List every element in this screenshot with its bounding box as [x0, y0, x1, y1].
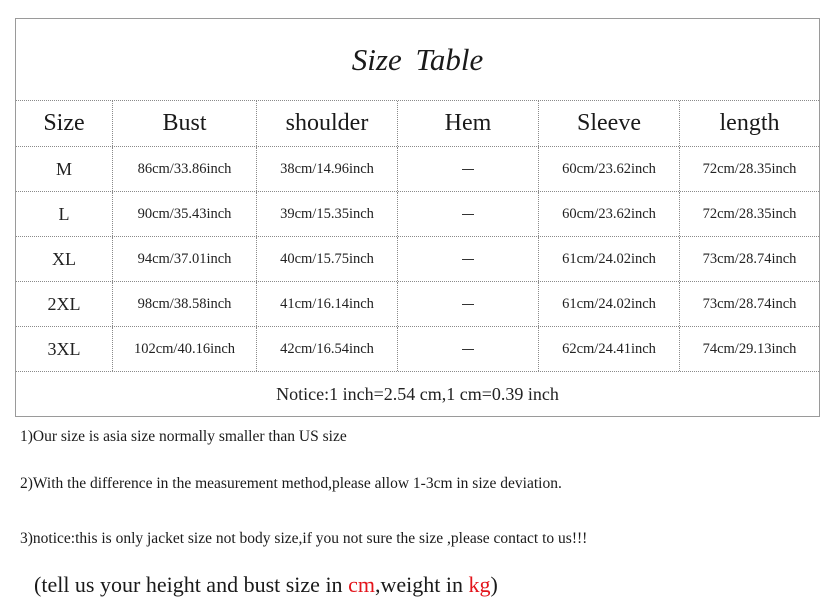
hem-cell [398, 192, 539, 236]
bust-cell: 86cm/33.86inch [113, 147, 257, 191]
measurement-tip [34, 572, 498, 598]
sleeve-cell: 61cm/24.02inch [539, 237, 680, 281]
size-table [15, 18, 820, 417]
dash-mark [462, 214, 474, 215]
length-cell: 73cm/28.74inch [702, 250, 797, 267]
hem-cell [398, 237, 539, 281]
table-row [16, 327, 819, 372]
bust-cell: 98cm/38.58inch [113, 282, 257, 326]
notice-row [16, 372, 819, 417]
tip-unit-cm: cm [348, 572, 375, 597]
length-cell: 72cm/28.35inch [702, 160, 797, 177]
shoulder-cell: 42cm/16.54inch [257, 327, 398, 371]
note-1: 1)Our size is asia size normally smaller than US size [20, 428, 347, 445]
hem-cell [398, 327, 539, 371]
table-header-row [16, 101, 819, 147]
length-cell: 73cm/28.74inch [702, 295, 797, 312]
bust-cell: 94cm/37.01inch [113, 237, 257, 281]
header-hem: Hem [398, 101, 539, 146]
sleeve-cell: 62cm/24.41inch [539, 327, 680, 371]
length-cell: 72cm/28.35inch [702, 205, 797, 222]
size-cell: 3XL [16, 327, 113, 371]
size-cell: 2XL [16, 282, 113, 326]
sleeve-cell: 61cm/24.02inch [539, 282, 680, 326]
shoulder-cell: 38cm/14.96inch [257, 147, 398, 191]
tip-text-2: ,weight in [374, 572, 469, 597]
shoulder-cell: 41cm/16.14inch [257, 282, 398, 326]
length-cell: 74cm/29.13inch [702, 340, 797, 357]
sleeve-cell: 60cm/23.62inch [539, 192, 680, 236]
table-row [16, 147, 819, 192]
hem-cell [398, 282, 539, 326]
table-title-row [16, 19, 819, 101]
size-cell: M [16, 147, 113, 191]
dash-mark [462, 259, 474, 260]
size-cell: L [16, 192, 113, 236]
shoulder-cell: 39cm/15.35inch [257, 192, 398, 236]
tip-text-3: ) [490, 572, 498, 597]
bust-cell: 90cm/35.43inch [113, 192, 257, 236]
tip-unit-kg: kg [468, 572, 491, 597]
hem-cell [398, 147, 539, 191]
dash-mark [462, 169, 474, 170]
notice-text: Notice:1 inch=2.54 cm,1 cm=0.39 inch [276, 384, 559, 404]
table-row [16, 237, 819, 282]
table-row [16, 282, 819, 327]
sleeve-cell: 60cm/23.62inch [539, 147, 680, 191]
note-3: 3)notice:this is only jacket size not body size,if you not sure the size ,please contact to us!!! [20, 530, 588, 547]
header-size: Size [16, 101, 113, 146]
shoulder-cell: 40cm/15.75inch [257, 237, 398, 281]
tip-text-1: (tell us your height and bust size in [34, 572, 349, 597]
dash-mark [462, 349, 474, 350]
dash-mark [462, 304, 474, 305]
header-shoulder: shoulder [257, 101, 398, 146]
size-cell: XL [16, 237, 113, 281]
header-bust: Bust [113, 101, 257, 146]
table-title: Size Table [351, 41, 484, 77]
header-sleeve: Sleeve [539, 101, 680, 146]
table-row [16, 192, 819, 237]
header-length: length [719, 110, 780, 136]
bust-cell: 102cm/40.16inch [113, 327, 257, 371]
note-2: 2)With the difference in the measurement method,please allow 1-3cm in size deviation. [20, 475, 562, 492]
